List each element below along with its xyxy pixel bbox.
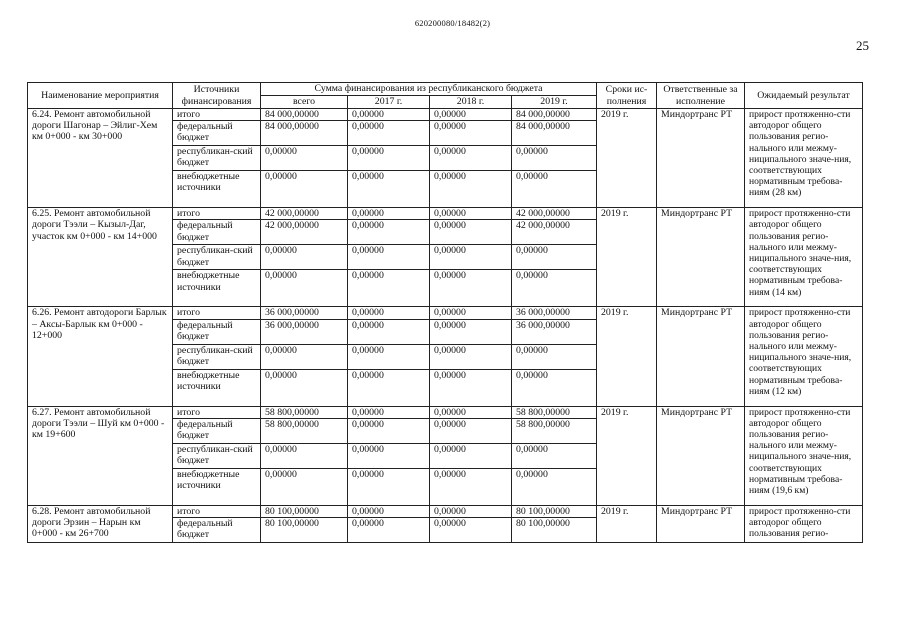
amount-2017: 0,00000 — [348, 307, 430, 319]
amount-total: 0,00000 — [261, 146, 348, 171]
funding-source: республикан-ский бюджет — [173, 245, 261, 270]
responsible: Миндортранс РТ — [657, 406, 745, 505]
funding-source: внебюджетные источники — [173, 270, 261, 307]
amount-2017: 0,00000 — [348, 468, 430, 505]
amount-total: 58 800,00000 — [261, 406, 348, 418]
amount-2017: 0,00000 — [348, 146, 430, 171]
amount-total: 0,00000 — [261, 468, 348, 505]
deadline: 2019 г. — [597, 307, 657, 406]
activity-name: 6.27. Ремонт автомобильной дороги Тээли – Шуй км 0+000 - км 19+600 — [28, 406, 173, 505]
amount-total: 0,00000 — [261, 344, 348, 369]
funding-source: федеральный бюджет — [173, 220, 261, 245]
table-row — [28, 208, 863, 220]
header-sum: Сумма финансирования из республиканского бюджета — [261, 83, 597, 96]
budget-table — [27, 82, 863, 543]
amount-total: 0,00000 — [261, 443, 348, 468]
amount-2017: 0,00000 — [348, 109, 430, 121]
amount-2019: 84 000,00000 — [512, 121, 597, 146]
amount-2019: 36 000,00000 — [512, 307, 597, 319]
amount-total: 42 000,00000 — [261, 220, 348, 245]
expected-result: прирост протяженно-сти автодорог общего пользования регио-нального или межму-ниципального значе-ния, соответствующих нормативным требова-ниям (19,6 км) — [745, 406, 863, 505]
amount-2019: 0,00000 — [512, 443, 597, 468]
amount-2019: 42 000,00000 — [512, 220, 597, 245]
funding-source: итого — [173, 208, 261, 220]
amount-2017: 0,00000 — [348, 443, 430, 468]
amount-2018: 0,00000 — [430, 344, 512, 369]
amount-2018: 0,00000 — [430, 245, 512, 270]
amount-2017: 0,00000 — [348, 406, 430, 418]
funding-source: внебюджетные источники — [173, 171, 261, 208]
amount-total: 80 100,00000 — [261, 518, 348, 543]
table-row — [28, 406, 863, 418]
header-2017: 2017 г. — [348, 96, 430, 109]
page-number: 25 — [856, 38, 869, 53]
deadline: 2019 г. — [597, 208, 657, 307]
amount-2017: 0,00000 — [348, 208, 430, 220]
amount-2017: 0,00000 — [348, 270, 430, 307]
amount-2018: 0,00000 — [430, 220, 512, 245]
amount-total: 36 000,00000 — [261, 319, 348, 344]
amount-2019: 0,00000 — [512, 369, 597, 406]
amount-2019: 0,00000 — [512, 468, 597, 505]
funding-source: федеральный бюджет — [173, 418, 261, 443]
amount-2018: 0,00000 — [430, 146, 512, 171]
amount-total: 36 000,00000 — [261, 307, 348, 319]
header-result: Ожидаемый результат — [745, 83, 863, 109]
amount-2017: 0,00000 — [348, 369, 430, 406]
amount-2018: 0,00000 — [430, 418, 512, 443]
table-row — [28, 307, 863, 319]
activity-name: 6.25. Ремонт автомобильной дороги Тээли – Кызыл-Даг, участок км 0+000 - км 14+000 — [28, 208, 173, 307]
funding-source: итого — [173, 109, 261, 121]
amount-2019: 80 100,00000 — [512, 518, 597, 543]
activity-name: 6.26. Ремонт автодороги Барлык – Аксы-Барлык км 0+000 - 12+000 — [28, 307, 173, 406]
amount-2017: 0,00000 — [348, 220, 430, 245]
expected-result: прирост протяженно-сти автодорог общего пользования регио-нального или межму-ниципального значе-ния, соответствующих нормативным требова-ниям (12 км) — [745, 307, 863, 406]
deadline: 2019 г. — [597, 109, 657, 208]
header-responsible: Ответственные за исполнение — [657, 83, 745, 109]
deadline: 2019 г. — [597, 505, 657, 542]
deadline: 2019 г. — [597, 406, 657, 505]
activity-name: 6.28. Ремонт автомобильной дороги Эрзин – Нарын км 0+000 - км 26+700 — [28, 505, 173, 542]
amount-2019: 84 000,00000 — [512, 109, 597, 121]
amount-2019: 0,00000 — [512, 344, 597, 369]
amount-total: 0,00000 — [261, 171, 348, 208]
amount-2019: 58 800,00000 — [512, 418, 597, 443]
header-name: Наименование мероприятия — [28, 83, 173, 109]
document-code: 620200080/18482(2) — [414, 18, 491, 28]
amount-2019: 0,00000 — [512, 270, 597, 307]
funding-source: внебюджетные источники — [173, 369, 261, 406]
amount-2017: 0,00000 — [348, 121, 430, 146]
amount-2017: 0,00000 — [348, 344, 430, 369]
amount-2018: 0,00000 — [430, 171, 512, 208]
funding-source: федеральный бюджет — [173, 518, 261, 543]
activity-name: 6.24. Ремонт автомобильной дороги Шагонар – Эйлиг-Хем км 0+000 - км 30+000 — [28, 109, 173, 208]
amount-2017: 0,00000 — [348, 171, 430, 208]
responsible: Миндортранс РТ — [657, 109, 745, 208]
funding-source: федеральный бюджет — [173, 319, 261, 344]
amount-2017: 0,00000 — [348, 418, 430, 443]
amount-2018: 0,00000 — [430, 208, 512, 220]
responsible: Миндортранс РТ — [657, 505, 745, 542]
amount-2018: 0,00000 — [430, 406, 512, 418]
amount-2018: 0,00000 — [430, 369, 512, 406]
expected-result: прирост протяженно-сти автодорог общего пользования регио-нального или межму-ниципального значе-ния, соответствующих нормативным требова-ниям (14 км) — [745, 208, 863, 307]
funding-source: итого — [173, 406, 261, 418]
amount-total: 0,00000 — [261, 245, 348, 270]
funding-source: внебюджетные источники — [173, 468, 261, 505]
amount-2019: 0,00000 — [512, 146, 597, 171]
amount-total: 0,00000 — [261, 369, 348, 406]
amount-2019: 58 800,00000 — [512, 406, 597, 418]
amount-total: 80 100,00000 — [261, 505, 348, 517]
header-2018: 2018 г. — [430, 96, 512, 109]
header-2019: 2019 г. — [512, 96, 597, 109]
header-sources: Источники финансирования — [173, 83, 261, 109]
funding-source: республикан-ский бюджет — [173, 443, 261, 468]
amount-2019: 36 000,00000 — [512, 319, 597, 344]
amount-2017: 0,00000 — [348, 518, 430, 543]
amount-2019: 42 000,00000 — [512, 208, 597, 220]
table-row — [28, 505, 863, 517]
expected-result: прирост протяженно-сти автодорог общего пользования регио-нального или межму-ниципального значе-ния, соответствующих нормативным требова-ниям (28 км) — [745, 109, 863, 208]
funding-source: республикан-ский бюджет — [173, 146, 261, 171]
funding-source: итого — [173, 505, 261, 517]
amount-2018: 0,00000 — [430, 518, 512, 543]
amount-2017: 0,00000 — [348, 245, 430, 270]
amount-2018: 0,00000 — [430, 443, 512, 468]
header-total: всего — [261, 96, 348, 109]
amount-2017: 0,00000 — [348, 319, 430, 344]
amount-2017: 0,00000 — [348, 505, 430, 517]
amount-total: 58 800,00000 — [261, 418, 348, 443]
amount-total: 84 000,00000 — [261, 109, 348, 121]
amount-2018: 0,00000 — [430, 121, 512, 146]
amount-2018: 0,00000 — [430, 109, 512, 121]
amount-2018: 0,00000 — [430, 270, 512, 307]
amount-2018: 0,00000 — [430, 319, 512, 344]
amount-2019: 0,00000 — [512, 245, 597, 270]
header-deadline: Сроки ис-полнения — [597, 83, 657, 109]
amount-total: 42 000,00000 — [261, 208, 348, 220]
table-row — [28, 109, 863, 121]
amount-2018: 0,00000 — [430, 505, 512, 517]
amount-2018: 0,00000 — [430, 468, 512, 505]
amount-2019: 80 100,00000 — [512, 505, 597, 517]
amount-total: 84 000,00000 — [261, 121, 348, 146]
funding-source: федеральный бюджет — [173, 121, 261, 146]
funding-source: итого — [173, 307, 261, 319]
amount-2018: 0,00000 — [430, 307, 512, 319]
responsible: Миндортранс РТ — [657, 208, 745, 307]
responsible: Миндортранс РТ — [657, 307, 745, 406]
funding-source: республикан-ский бюджет — [173, 344, 261, 369]
expected-result: прирост протяженно-сти автодорог общего пользования регио- — [745, 505, 863, 542]
amount-2019: 0,00000 — [512, 171, 597, 208]
amount-total: 0,00000 — [261, 270, 348, 307]
